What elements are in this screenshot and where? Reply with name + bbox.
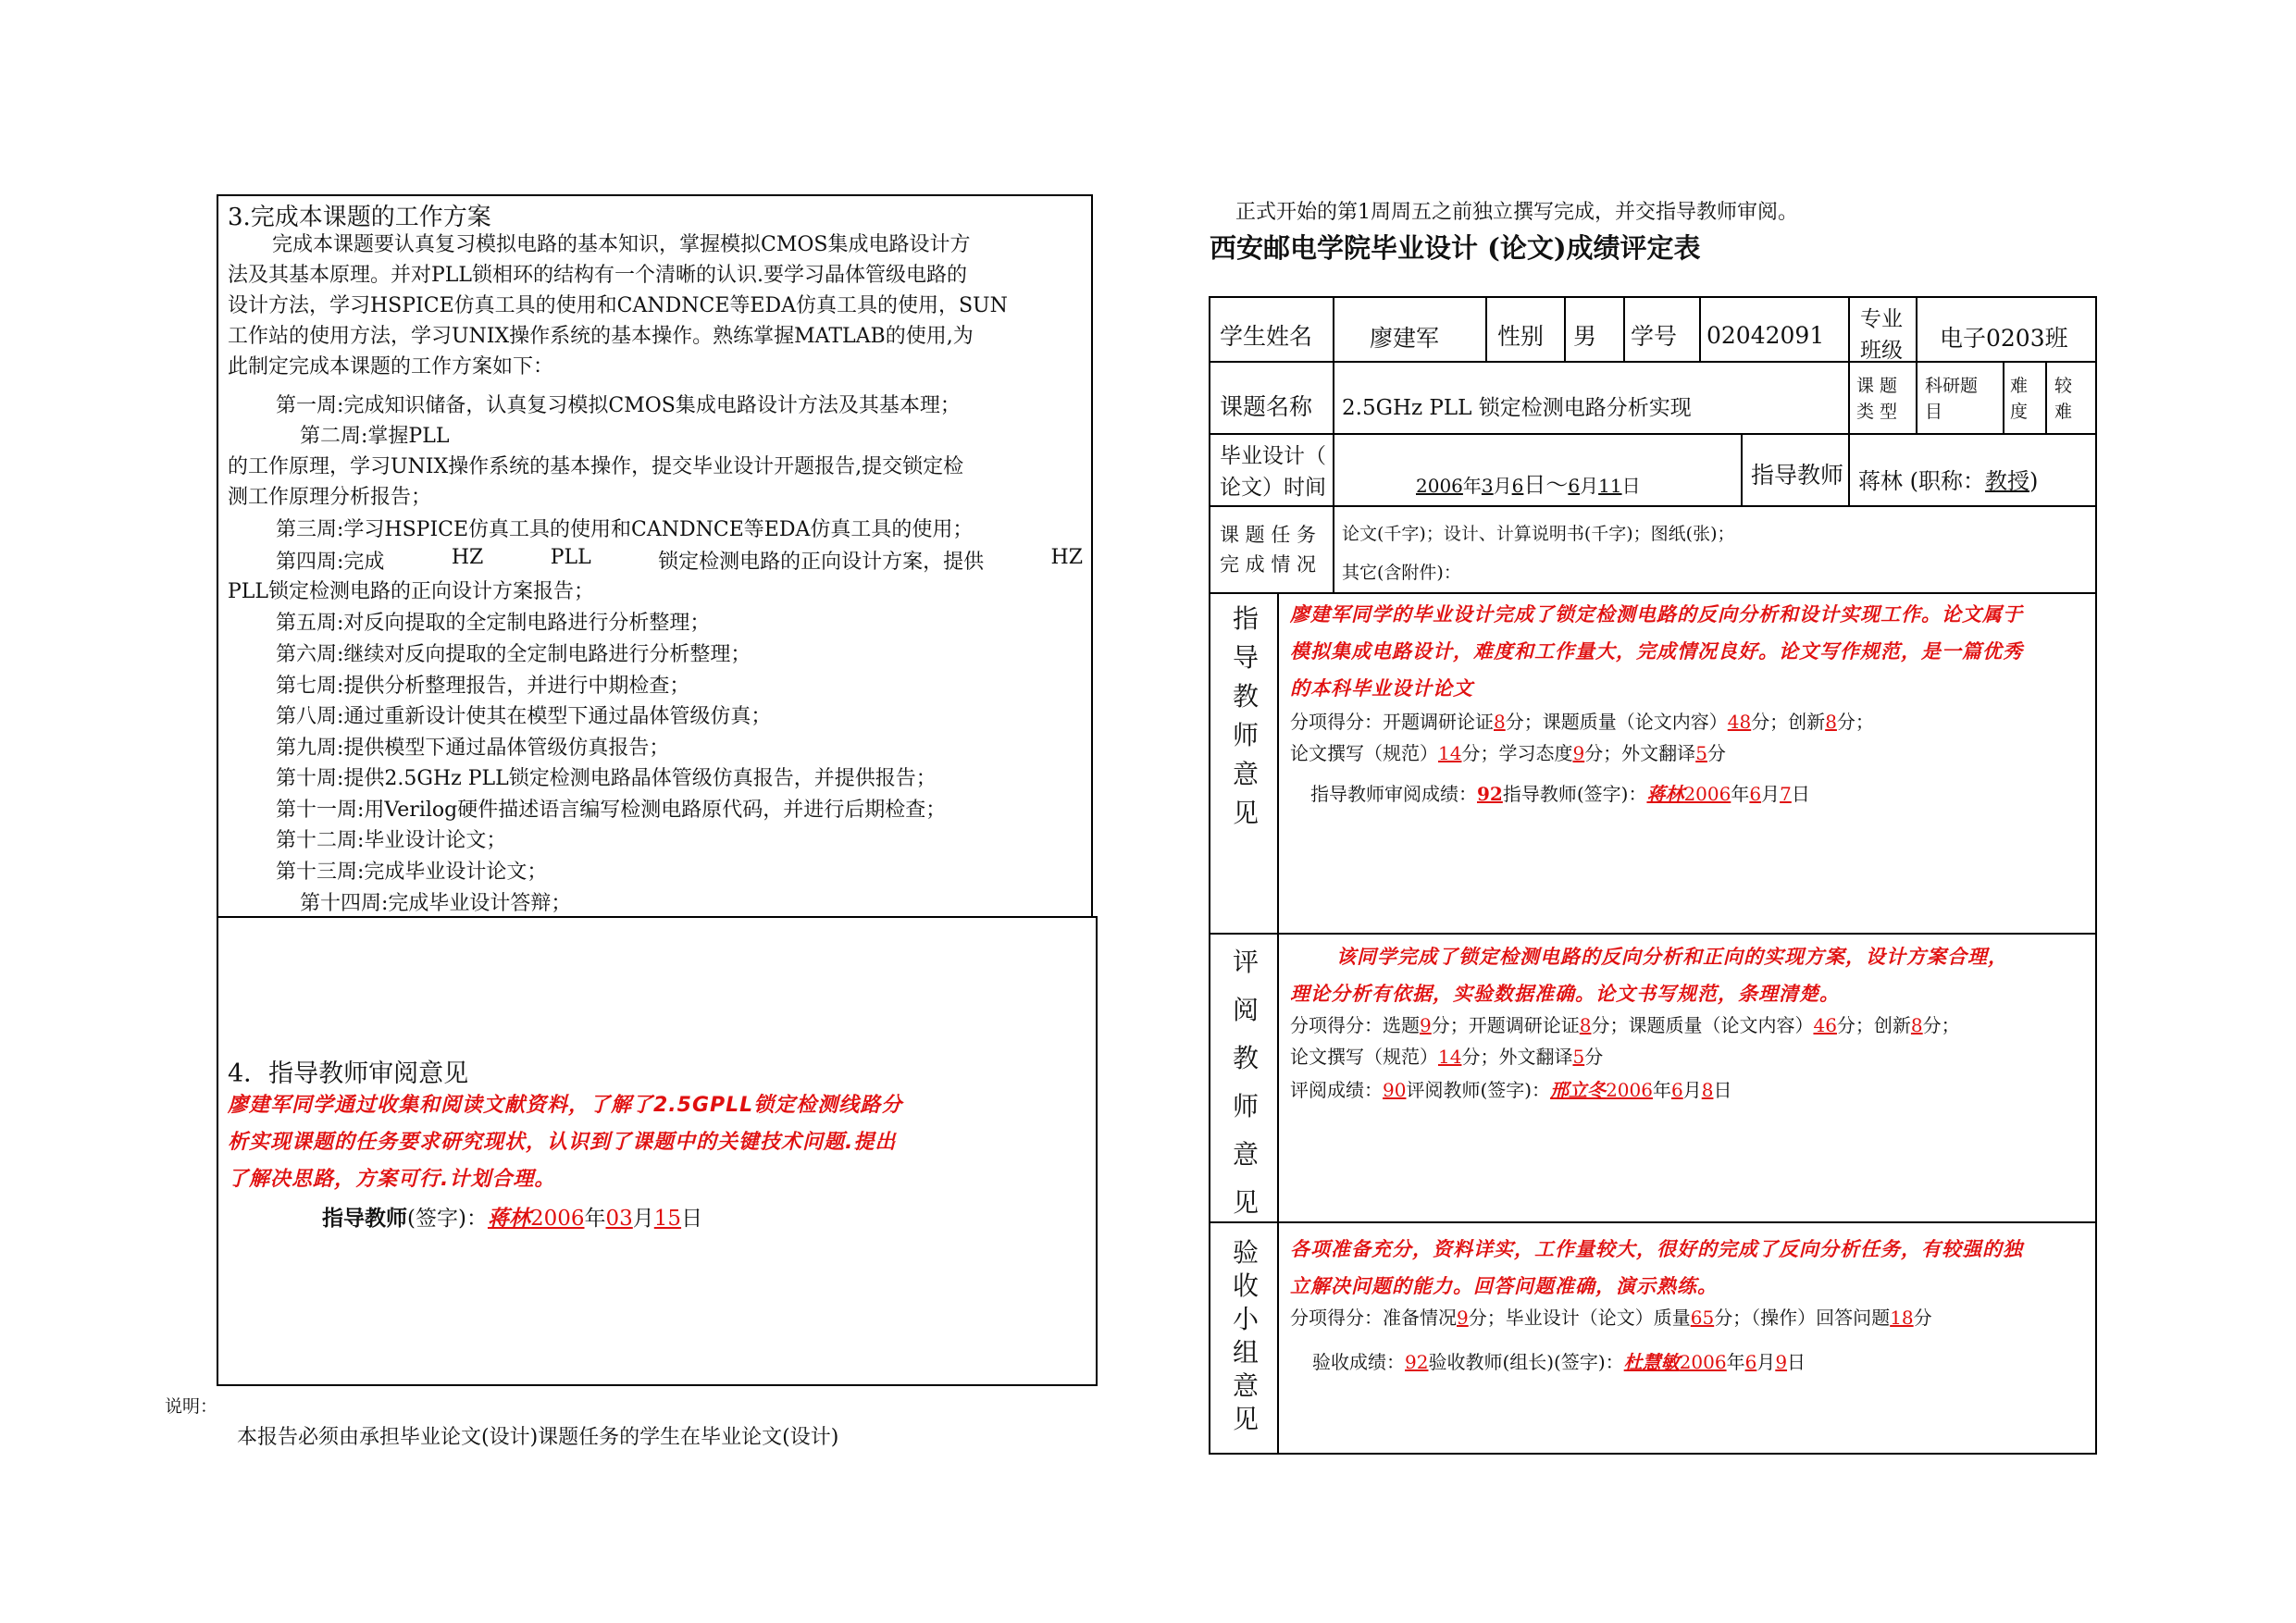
student-id: 02042091	[1706, 322, 1825, 349]
section4-signature	[322, 1201, 702, 1232]
continuation-line: 正式开始的第1周周五之前独立撰写完成，并交指导教师审阅。	[1235, 201, 1798, 224]
label-char: 师	[1232, 1091, 1259, 1121]
difficulty-label-1: 难	[2010, 376, 2029, 396]
score-text: 分；（操作）回答问题	[1714, 1307, 1891, 1329]
week-2a: 第二周:掌握PLL	[300, 425, 450, 448]
grade-value: 92	[1405, 1351, 1429, 1373]
period-month2: 6	[1568, 475, 1581, 497]
signature: 蒋林	[1646, 783, 1684, 805]
week-7: 第七周:提供分析整理报告，并进行中期检查；	[276, 675, 690, 698]
grade-text: 指导教师(签字)：	[1502, 783, 1647, 805]
sig-label: 指导教师	[322, 1206, 407, 1231]
label-char: 指	[1232, 603, 1259, 634]
grade-text: 评阅成绩：	[1290, 1079, 1383, 1101]
grade-value: 90	[1383, 1079, 1407, 1101]
difficulty-2: 难	[2054, 402, 2073, 422]
grade-day: 7	[1780, 783, 1792, 805]
review-comment	[1290, 938, 2008, 1012]
intro-line: 工作站的使用方法，学习UNIX操作系统的基本操作。熟练掌握MATLAB的使用,为	[228, 325, 974, 348]
score-text: 分；	[1922, 1014, 1960, 1036]
week-9: 第九周:提供模型下通过晶体管级仿真报告；	[276, 737, 670, 760]
score-text: 分	[1584, 1046, 1604, 1068]
label-char: 验	[1232, 1237, 1259, 1268]
grade-text: 日	[1787, 1351, 1806, 1373]
advisor-title-close: )	[2029, 468, 2039, 494]
topic-type-label-2: 类 型	[1856, 402, 1898, 422]
week4-part: HZ	[451, 546, 484, 569]
grade-day: 9	[1775, 1351, 1788, 1373]
period-range	[1416, 466, 1641, 499]
week-4b: PLL锁定检测电路的正向设计方案报告；	[228, 580, 595, 603]
score-value: 8	[1910, 1014, 1923, 1036]
advisor-name: 蒋林	[1858, 468, 1903, 494]
grade-year: 2006	[1683, 783, 1731, 805]
section4-comment	[228, 1087, 1088, 1198]
week-1: 第一周:完成知识储备，认真复习模拟CMOS集成电路设计方法及其基本理；	[276, 394, 961, 417]
label-char: 师	[1232, 720, 1259, 750]
label-char: 意	[1232, 1139, 1259, 1170]
comment-line: 廖建军同学通过收集和阅读文献资料，了解了2.5GPLL锁定检测线路分	[228, 1094, 903, 1117]
week-4a	[276, 546, 1083, 575]
score-value: 46	[1813, 1014, 1837, 1036]
signature: 杜慧敏	[1623, 1351, 1680, 1373]
task-line-2: 其它(含附件)：	[1342, 563, 1461, 583]
sig-month: 03	[605, 1207, 633, 1231]
grade-text: 验收成绩：	[1312, 1351, 1405, 1373]
note-text: 本报告必须由承担毕业论文(设计)课题任务的学生在毕业论文(设计)	[237, 1426, 839, 1449]
comment-line: 该同学完成了锁定检测电路的反向分析和正向的实现方案，设计方案合理，	[1336, 946, 2008, 968]
review-scores-1	[1290, 1010, 1960, 1037]
period-sep: 日〜	[1523, 472, 1569, 498]
advisor-comment	[1290, 596, 2023, 707]
period-sep: 月	[1580, 475, 1599, 497]
label-char: 教	[1232, 681, 1259, 712]
score-text: 论文撰写（规范）	[1290, 742, 1438, 764]
period-label-2: 论文）时间	[1220, 476, 1326, 500]
topic-name: 2.5GHz PLL 锁定检测电路分析实现	[1342, 396, 1692, 420]
intro-line: 此制定完成本课题的工作方案如下：	[228, 355, 554, 378]
comment-line: 廖建军同学的毕业设计完成了锁定检测电路的反向分析和设计实现工作。论文属于	[1290, 603, 2023, 626]
score-text: 分；外文翻译	[1584, 742, 1696, 764]
score-text: 分；创新	[1836, 1014, 1911, 1036]
score-text: 分；毕业设计（论文）质量	[1468, 1307, 1691, 1329]
review-scores-2	[1290, 1042, 1603, 1069]
task-label	[1220, 520, 1316, 579]
intro-line: 法及其基本原理。并对PLL锁相环的结构有一个清晰的认识.要学习晶体管级电路的	[228, 264, 968, 287]
label-char: 见	[1232, 798, 1259, 828]
grade-value: 92	[1477, 783, 1503, 805]
page-title: 西安邮电学院毕业设计 (论文)成绩评定表	[1210, 232, 1701, 264]
note-label: 说明：	[165, 1396, 218, 1417]
grade-text: 月	[1761, 783, 1781, 805]
score-value: 8	[1825, 711, 1837, 733]
label-char: 意	[1232, 759, 1259, 789]
label-char: 小	[1232, 1304, 1259, 1334]
score-text: 分；外文翻译	[1461, 1046, 1573, 1068]
week-14: 第十四周:完成毕业设计答辩；	[300, 892, 572, 915]
grade-text: 月	[1682, 1079, 1702, 1101]
comment-line: 各项准备充分，资料详实，工作量较大，很好的完成了反向分析任务，有较强的独	[1290, 1238, 2023, 1260]
student-id-label: 学号	[1631, 323, 1678, 350]
grade-text: 月	[1756, 1351, 1776, 1373]
signature: 邢立冬	[1550, 1079, 1607, 1101]
week4-part: 第四周:完成	[276, 551, 385, 574]
comment-line: 模拟集成电路设计，难度和工作量大，完成情况良好。论文写作规范，是一篇优秀	[1290, 640, 2023, 663]
week4-part: 锁定检测电路的正向设计方案，提供	[658, 551, 985, 574]
score-value: 14	[1438, 742, 1462, 764]
period-month1: 3	[1481, 475, 1494, 497]
section3-intro	[228, 229, 1083, 382]
period-sep: 年	[1462, 475, 1482, 497]
period-day2: 11	[1598, 475, 1622, 497]
class-name: 电子0203班	[1940, 325, 2068, 352]
score-text: 分	[1706, 742, 1726, 764]
period-day1: 6	[1511, 475, 1524, 497]
week-12: 第十二周:毕业设计论文；	[276, 829, 507, 852]
score-value: 8	[1579, 1014, 1592, 1036]
sig-ri: 日	[681, 1207, 703, 1231]
week4-part: HZ	[1050, 546, 1083, 569]
week-11: 第十一周:用Verilog硬件描述语言编写检测电路原代码，并进行后期检查；	[276, 799, 947, 822]
grade-day: 8	[1701, 1079, 1714, 1101]
sig-paren: (签字)：	[407, 1207, 488, 1231]
section3-title: 3.完成本课题的工作方案	[228, 204, 491, 231]
score-value: 65	[1690, 1307, 1715, 1329]
gender-label: 性别	[1497, 323, 1545, 350]
label-char: 意	[1232, 1370, 1259, 1401]
grade-text: 日	[1791, 783, 1810, 805]
major-label-1: 专业	[1860, 307, 1903, 331]
student-name-label: 学生姓名	[1220, 323, 1313, 350]
student-name: 廖建军	[1370, 325, 1440, 352]
period-year: 2006	[1416, 475, 1463, 497]
grade-text: 验收教师(组长)(签字)：	[1428, 1351, 1624, 1373]
week-6: 第六周:继续对反向提取的全定制电路进行分析整理；	[276, 643, 751, 666]
score-text: 分项得分：开题调研论证	[1290, 711, 1494, 733]
grade-month: 6	[1744, 1351, 1757, 1373]
grade-year: 2006	[1606, 1079, 1653, 1101]
label-char: 阅	[1232, 995, 1259, 1025]
task-line-1: 论文(千字)；设计、计算说明书(千字)；图纸(张)；	[1342, 524, 1735, 544]
sig-year: 2006	[529, 1207, 585, 1231]
score-text: 分；创新	[1751, 711, 1826, 733]
score-text: 分；	[1836, 711, 1874, 733]
score-text: 分；课题质量（论文内容）	[1591, 1014, 1814, 1036]
comment-line: 的本科毕业设计论文	[1290, 677, 1473, 700]
score-value: 18	[1890, 1307, 1914, 1329]
period-label-1: 毕业设计（	[1220, 444, 1326, 468]
comment-line: 立解决问题的能力。回答问题准确，演示熟练。	[1290, 1275, 1718, 1297]
label-char: 导	[1232, 642, 1259, 673]
score-value: 9	[1457, 1307, 1469, 1329]
advisor-grade	[1310, 779, 1810, 806]
intro-line: 完成本课题要认真复习模拟电路的基本知识，掌握模拟CMOS集成电路设计方	[272, 233, 971, 256]
score-value: 48	[1727, 711, 1752, 733]
grade-text: 评阅教师(签字)：	[1406, 1079, 1551, 1101]
score-value: 5	[1572, 1046, 1585, 1068]
sig-day: 15	[653, 1207, 682, 1231]
comment-line: 析实现课题的任务要求研究现状，认识到了课题中的关键技术问题.提出	[228, 1131, 897, 1154]
defense-section-label	[1227, 1236, 1264, 1436]
advisor-scores-1	[1290, 707, 1874, 734]
gender: 男	[1573, 323, 1597, 350]
section4-title: 4．指导教师审阅意见	[228, 1059, 469, 1088]
grade-text: 年	[1652, 1079, 1671, 1101]
comment-line: 理论分析有依据，实验数据准确。论文书写规范，条理清楚。	[1290, 983, 1840, 1005]
advisor-section-label	[1227, 600, 1264, 833]
grade-text: 年	[1726, 1351, 1745, 1373]
topic-type-1: 科研题	[1925, 376, 1979, 396]
comment-line: 了解决思路，方案可行.计划合理。	[228, 1168, 556, 1191]
major-label-2: 班级	[1860, 339, 1903, 363]
score-value: 8	[1494, 711, 1506, 733]
week-2c: 测工作原理分析报告；	[228, 486, 432, 509]
intro-line: 设计方法，学习HSPICE仿真工具的使用和CANDNCE等EDA仿真工具的使用，SUN	[228, 294, 1008, 317]
advisor-info	[1858, 463, 2038, 495]
defense-grade	[1312, 1347, 1806, 1374]
score-value: 9	[1420, 1014, 1432, 1036]
label-char: 见	[1232, 1404, 1259, 1434]
score-text: 分；开题调研论证	[1431, 1014, 1580, 1036]
grade-month: 6	[1749, 783, 1762, 805]
week-10: 第十周:提供2.5GHz PLL锁定检测电路晶体管级仿真报告，并提供报告；	[276, 767, 937, 790]
week4-part: PLL	[550, 546, 591, 569]
grade-month: 6	[1670, 1079, 1683, 1101]
task-label-2: 完 成 情 况	[1220, 553, 1317, 576]
grade-text: 日	[1713, 1079, 1732, 1101]
topic-type-label-1: 课 题	[1856, 376, 1898, 396]
week-5: 第五周:对反向提取的全定制电路进行分析整理；	[276, 612, 711, 635]
grade-text: 年	[1731, 783, 1750, 805]
grade-text: 指导教师审阅成绩：	[1310, 783, 1477, 805]
label-char: 教	[1232, 1043, 1259, 1073]
grade-year: 2006	[1679, 1351, 1727, 1373]
score-text: 分；课题质量（论文内容）	[1505, 711, 1728, 733]
score-text: 分	[1913, 1307, 1932, 1329]
advisor-label: 指导教师	[1751, 462, 1844, 489]
advisor-scores-2	[1290, 738, 1726, 765]
score-text: 论文撰写（规范）	[1290, 1046, 1438, 1068]
topic-label: 课题名称	[1220, 393, 1313, 420]
score-value: 5	[1695, 742, 1707, 764]
sig-yue: 月	[632, 1207, 654, 1231]
week-8: 第八周:通过重新设计使其在模型下通过晶体管级仿真；	[276, 705, 772, 728]
difficulty-1: 较	[2054, 376, 2073, 396]
score-text: 分项得分：准备情况	[1290, 1307, 1457, 1329]
advisor-title: 教授	[1985, 468, 2030, 494]
task-label-1: 课 题 任 务	[1220, 524, 1317, 546]
label-char: 组	[1232, 1337, 1259, 1368]
score-value: 9	[1572, 742, 1585, 764]
defense-scores	[1290, 1303, 1932, 1330]
week-2b: 的工作原理，学习UNIX操作系统的基本操作，提交毕业设计开题报告,提交锁定检	[228, 455, 964, 478]
score-text: 分项得分：选题	[1290, 1014, 1420, 1036]
difficulty-label-2: 度	[2010, 402, 2029, 422]
advisor-title-open: (职称：	[1909, 468, 1986, 494]
week-13: 第十三周:完成毕业设计论文；	[276, 861, 548, 884]
period-sep: 月	[1493, 475, 1512, 497]
week-3: 第三周:学习HSPICE仿真工具的使用和CANDNCE等EDA仿真工具的使用；	[276, 518, 974, 541]
review-section-label	[1227, 938, 1264, 1227]
defense-comment	[1290, 1231, 2023, 1305]
topic-type-2: 目	[1925, 402, 1943, 422]
sig-name: 蒋林	[487, 1207, 530, 1231]
score-text: 分；学习态度	[1461, 742, 1573, 764]
sig-nian: 年	[584, 1207, 606, 1231]
label-char: 评	[1232, 947, 1259, 977]
label-char: 收	[1232, 1270, 1259, 1301]
score-value: 14	[1438, 1046, 1462, 1068]
label-char: 见	[1232, 1187, 1259, 1218]
period-sep: 日	[1621, 475, 1641, 497]
review-grade	[1290, 1075, 1731, 1102]
